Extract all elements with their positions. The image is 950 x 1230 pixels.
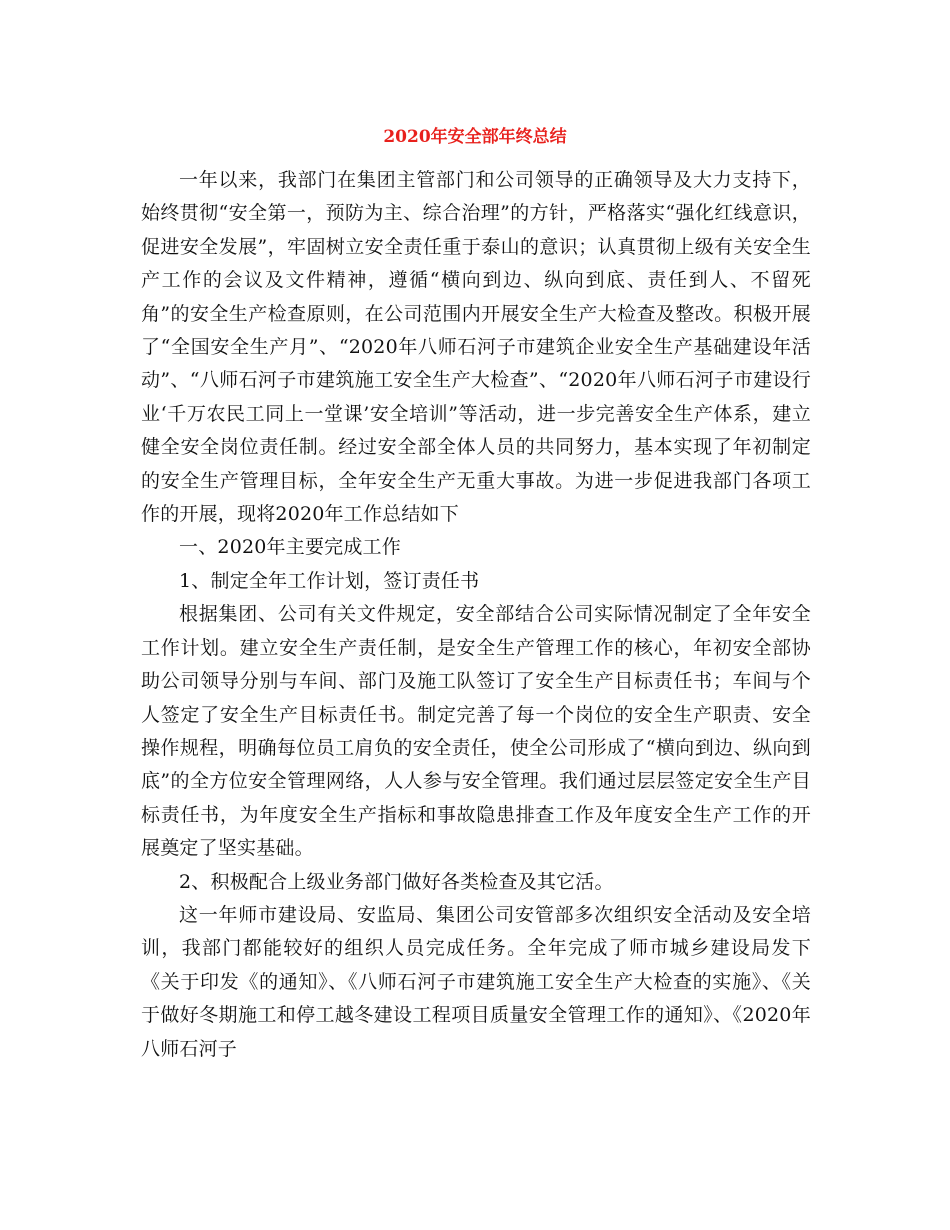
section-heading: 一、2020年主要完成工作 [179, 536, 401, 559]
subsection-heading: 1、制定全年工作计划，签订责任书 [179, 569, 480, 592]
document-title: 2020年安全部年终总结 [383, 127, 567, 147]
document-body [141, 164, 811, 1066]
body-paragraph: 根据集团、公司有关文件规定，安全部结合公司实际情况制定了全年安全工作计划。建立安全生产责任制，是安全生产管理工作的核心，年初安全部协助公司领导分别与车间、部门及施工队签订了安全生产目标责任书；车间与个人签定了安全生产目标责任书。制定完善了每一个岗位的安全生产职责、安全操作规程，明确每位员工肩负的安全责任，使全公司形成了“横向到边、纵向到底”的全方位安全管理网络，人人参与安全管理。我们通过层层签定安全生产目标责任书，为年度安全生产指标和事故隐患排查工作及年度安全生产工作的开展奠定了坚实基础。 [141, 603, 811, 860]
body-paragraph: 这一年师市建设局、安监局、集团公司安管部多次组织安全活动及安全培训，我部门都能较好的组织人员完成任务。全年完成了师市城乡建设局发下《关于印发《的通知》、《八师石河子市建筑施工安全生产大检查的实施》、《关于做好冬期施工和停工越冬建设工程项目质量安全管理工作的通知》、《2020年八师石河子 [141, 903, 811, 1060]
intro-paragraph: 一年以来，我部门在集团主管部门和公司领导的正确领导及大力支持下，始终贯彻“安全第一，预防为主、综合治理”的方针，严格落实“强化红线意识，促进安全发展”，牢固树立安全责任重于泰山的意识；认真贯彻上级有关安全生产工作的会议及文件精神，遵循“横向到边、纵向到底、责任到人、不留死角”的安全生产检查原则，在公司范围内开展安全生产大检查及整改。积极开展了“全国安全生产月”、“2020年八师石河子市建筑企业安全生产基础建设年活动”、“八师石河子市建筑施工安全生产大检查”、“2020年八师石河子市建设行业‘千万农民工同上一堂课’安全培训”等活动，进一步完善安全生产体系，建立健全安全岗位责任制。经过安全部全体人员的共同努力，基本实现了年初制定的安全生产管理目标，全年安全生产无重大事故。为进一步促进我部门各项工作的开展，现将2020年工作总结如下 [141, 169, 811, 526]
subsection-heading: 2、积极配合上级业务部门做好各类检查及其它活。 [179, 870, 614, 893]
